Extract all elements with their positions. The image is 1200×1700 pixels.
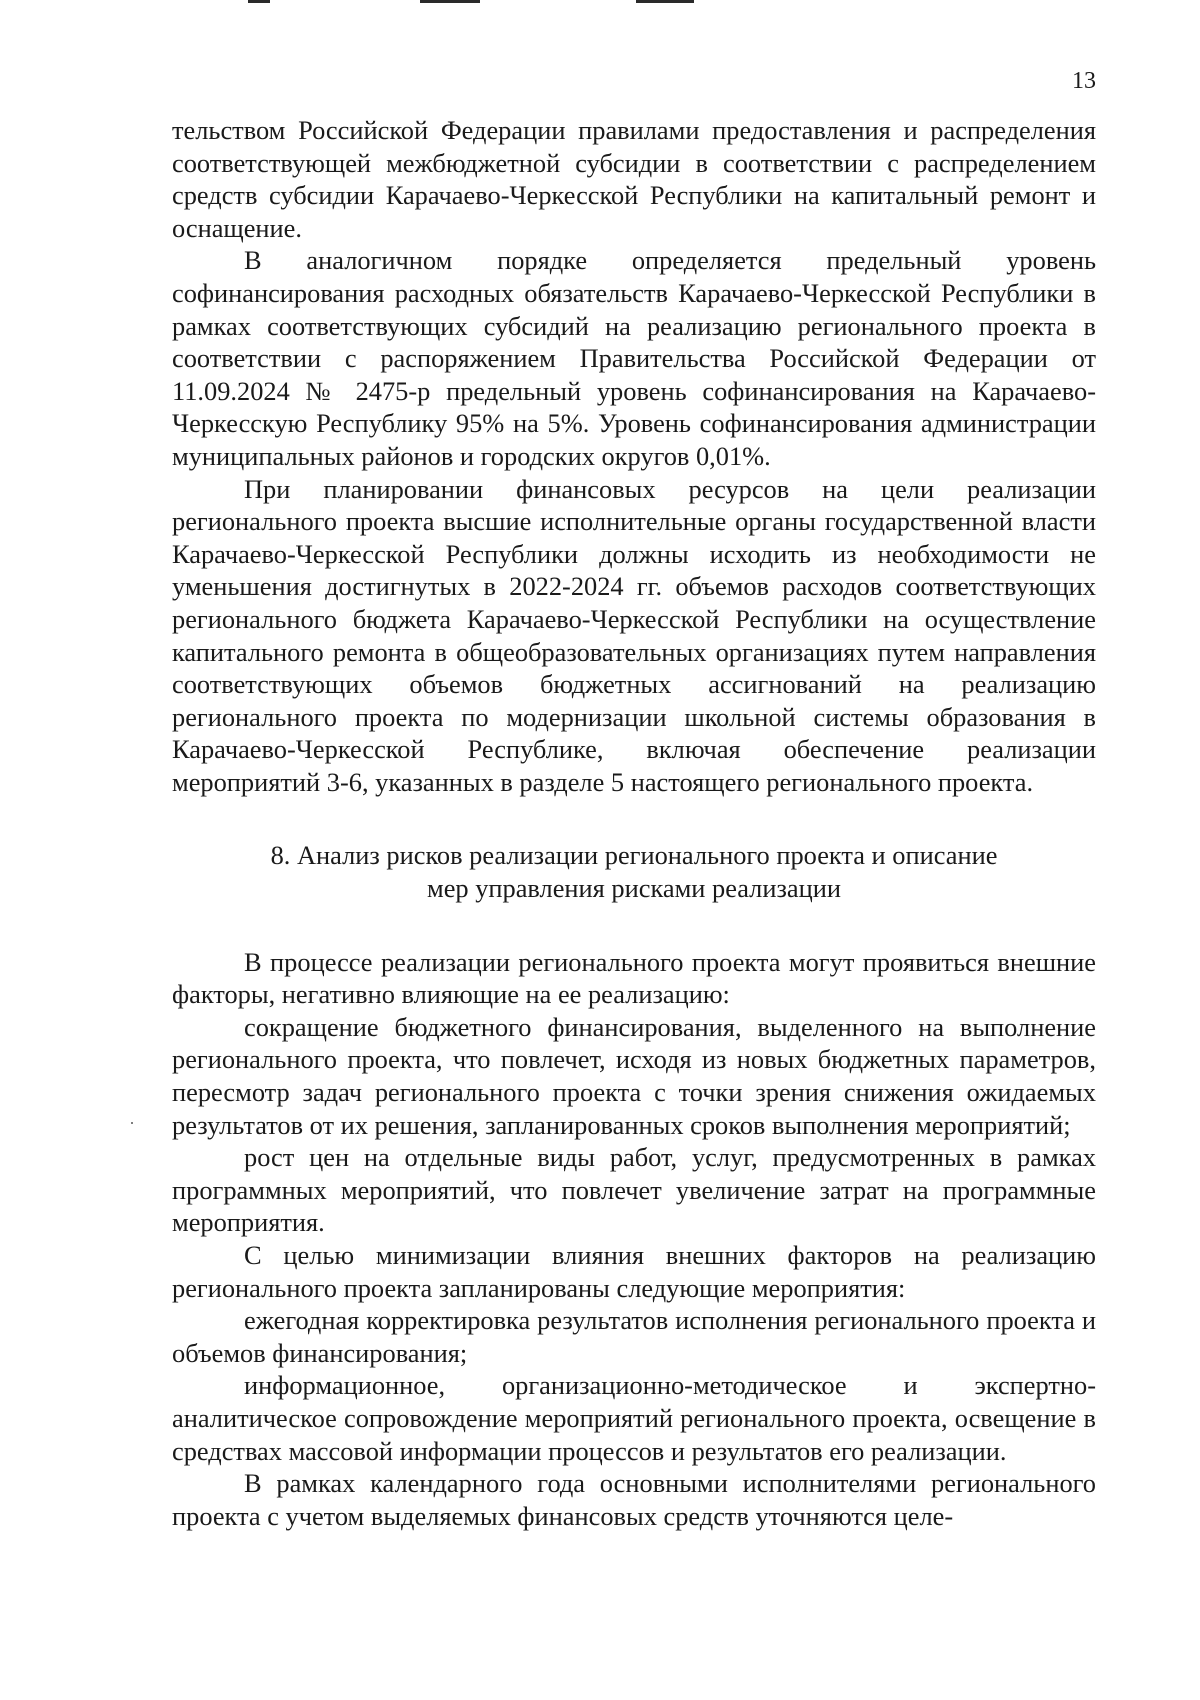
paragraph: При планировании финансовых ресурсов на цели реализации регионального проекта высшие исполнительные органы государственной власти Карачаево-Черкесской Республики должны исходить из необходимости не уменьшения достигнутых в 2022-2024 гг. объемов расходов соответствующих регионального бюджета Карачаево-Черкесской Республики на осуществление капитального ремонта в общеобразовательных организациях путем направления соответствующих объемов бюджетных ассигнований на реализацию регионального проекта по модернизации школьной системы образования в Карачаево-Черкесской Республике, включая обеспечение реализации мероприятий 3-6, указанных в разделе 5 настоящего регионального проекта. [172,473,1096,797]
document-body [172,114,1096,1532]
page-number: 13 [1072,68,1096,94]
paragraph: В процессе реализации регионального проекта могут проявиться внешние факторы, негативно влияющие на ее реализацию: [172,946,1096,1010]
paragraph: С целью минимизации влияния внешних факторов на реализацию регионального проекта запланированы следующие мероприятия: [172,1240,1096,1303]
section-heading-line-1: 8. Анализ рисков реализации регионального проекта и описание [270,840,998,871]
paragraph: информационное, организационно-методическое и экспертно-аналитическое сопровождение мероприятий регионального проекта, освещение в средствах массовой информации процессов и результатов его реализации. [172,1370,1096,1466]
scan-mark [248,0,270,3]
section-heading-line-2: мер управления рисками реализации [427,873,841,904]
scan-speck [131,1122,133,1124]
paragraph: В рамках календарного года основными исполнителями регионального проекта с учетом выделяемых финансовых средств уточняются целе- [172,1468,1096,1531]
paragraphs-top [172,114,1096,798]
paragraph: ежегодная корректировка результатов исполнения регионального проекта и объемов финансирования; [172,1305,1096,1368]
paragraphs-bottom [172,946,1096,1533]
scan-top-edge-marks [0,0,1200,8]
paragraph: рост цен на отдельные виды работ, услуг, предусмотренных в рамках программных мероприятий, что повлечет увеличение затрат на программные мероприятия. [172,1142,1096,1238]
scan-mark [636,0,694,3]
section-heading [172,839,1096,904]
scan-mark [420,0,480,3]
paragraph: тельством Российской Федерации правилами предоставления и распределения соответствующей межбюджетной субсидии в соответствии с распределением средств субсидии Карачаево-Черкесской Республики на капитальный ремонт и оснащение. [172,115,1096,243]
paragraph: сокращение бюджетного финансирования, выделенного на выполнение регионального проекта, что повлечет, исходя из новых бюджетных параметров, пересмотр задач регионального проекта с точки зрения снижения ожидаемых результатов от их решения, запланированных сроков выполнения мероприятий; [172,1011,1096,1140]
paragraph: В аналогичном порядке определяется предельный уровень софинансирования расходных обязательств Карачаево-Черкесской Республики в рамках соответствующих субсидий на реализацию регионального проекта в соответствии с распоряжением Правительства Российской Федерации от 11.09.2024 № 2475-р предельный уровень софинансирования на Карачаево-Черкесскую Республику 95% на 5%. Уровень софинансирования администрации муниципальных районов и городских округов 0,01%. [172,245,1096,471]
